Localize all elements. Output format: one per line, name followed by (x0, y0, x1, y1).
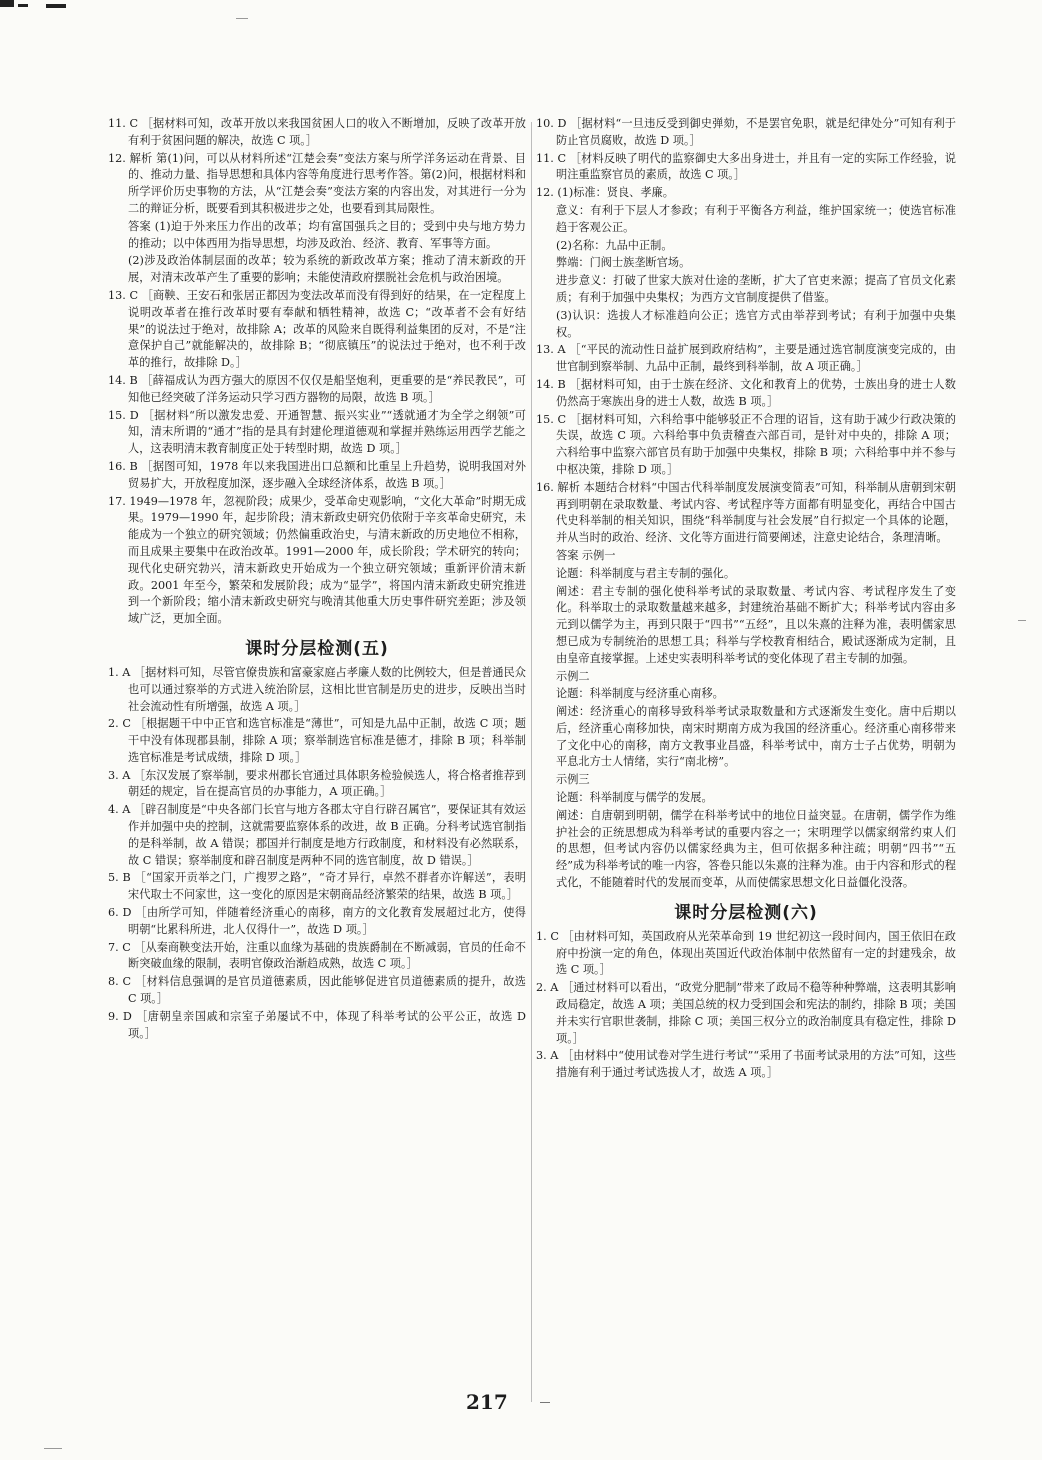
answer-item: 11. C ［据材料可知，改革开放以来我国贫困人口的收入不断增加，反映了改革开放有利于贫困问题的解决，故选 C 项。］ (108, 117, 526, 147)
answer-item: 3. A ［由材料中“使用试卷对学生进行考试”“采用了书面考试录用的方法”可知，这些措施有利于通过考试选拔人才，故选 A 项。］ (536, 1049, 956, 1080)
answer-item: 13. C ［商鞅、王安石和张居正都因为变法改革而没有得到好的结果，在一定程度上说明改革者在推行改革时要有奉献和牺牲精神，故选 C；“改革者不会有好结果”的说法过于绝对，故排除 A；改革的风险来自既得利益集团的反对，不是“注意保护自己”就能解决的，故排除 B；“彻底镇压”的说法过于绝对，也不利于改革的推行，故排除 D。］ (108, 288, 526, 370)
answer-paragraph: 阐述：自唐朝到明朝，儒学在科举考试中的地位日益突显。在唐朝，儒学作为维护社会的正统思想成为科举考试的重要内容之一；宋明理学以儒家纲常约束人们的思想，但考试内容仍以儒家经典为主，但可依据多种注疏；明朝“四书”“五经”成为科举考试的唯一内容，答卷只能以朱熹的注释为准。由于内容和形式的程式化，不能随着时代的发展而变革，从而使儒家思想文化日益僵化没落。 (556, 808, 956, 890)
answer-paragraph: 论题：科举制度与儒学的发展。 (556, 791, 713, 805)
answer-item: 2. C ［根据题干中中正官和选官标准是“薄世”，可知是九品中正制，故选 C 项；题干中没有体现郡县制，排除 A 项；察举制选官标准是德才，排除 B 项；科举制选官标准是考试成绩，排除 D 项。］ (108, 717, 526, 764)
answer-item: 16. 解析 本题结合材料“中国古代科举制度发展演变简表”可知，科举制从唐朝到宋朝再到明朝在录取数量、考试内容、考试程序等方面都有明显变化，再结合中国古代史科举制的相关知识，围绕“科举制度与社会发展”自行拟定一个具体的论题，并从当时的政治、经济、文化等方面进行简要阐述，注意史论结合，条理清晰。 (536, 480, 956, 545)
scan-speck (1018, 620, 1026, 621)
answer-paragraph: 弊端：门阀士族垄断官场。 (556, 256, 691, 270)
answer-item: 12. (1)标准：贤良、孝廉。 (536, 186, 674, 200)
section-heading: 课时分层检测(五) (245, 638, 389, 659)
left-column (108, 116, 526, 1043)
answer-item: 15. D ［据材料“所以激发忠爱、开通智慧、振兴实业”“透就通才为全学之纲领”可知，清末所谓的“通才”指的是具有封建伦理道德观和掌握并熟练运用西学艺能之人，这表明清末教育制度正处于转型时期，故选 D 项。］ (108, 408, 526, 456)
column-divider (531, 122, 532, 1402)
answer-paragraph: 答案 (1)迫于外来压力作出的改革；均有富国强兵之目的；受到中央与地方势力的推动；以中体西用为指导思想，均涉及政治、经济、教育、军事等方面。 (128, 219, 526, 250)
page-number-dash (540, 1402, 550, 1403)
answer-paragraph: (2)名称：九品中正制。 (556, 238, 673, 252)
answer-item: 1. C ［由材料可知，英国政府从光荣革命到 19 世纪初这一段时间内，国王依旧在政府中扮演一定的角色，体现出英国近代政治体制中依然留有一定的封建残余，故选 C 项。］ (536, 929, 956, 977)
answer-item: 6. D ［由所学可知，伴随着经济重心的南移，南方的文化教育发展超过北方，使得明朝“比累科所进，北人仅得什一”，故选 D 项。］ (108, 906, 526, 936)
answer-paragraph: 示例三 (556, 773, 590, 787)
answer-item: 2. A ［通过材料可以看出，“政党分肥制”带来了政局不稳等种种弊端，这表明其影响政局稳定，故选 A 项；美国总统的权力受到国会和宪法的制约，排除 B 项；美国并未实行官职世袭制，排除 C 项；美国三权分立的政治制度具有稳定性，排除 D 项。］ (536, 981, 956, 1045)
section-heading: 课时分层检测(六) (674, 902, 818, 923)
answer-paragraph: 示例二 (556, 669, 590, 683)
answer-item: 5. B ［“国家开贡举之门，广搜罗之路”，“奇才异行，卓然不群者亦许解送”，表明宋代取士不问家世，这一变化的原因是宋朝商品经济繁荣的结果，故选 B 项。］ (108, 871, 526, 902)
answer-item: 12. 解析 第(1)问，可以从材料所述“江楚会奏”变法方案与所学洋务运动在背景、目的、推动力量、指导思想和具体内容等角度进行思考作答。第(2)问，根据材料和所学评价历史事物的方法，从“江楚会奏”变法方案的内容出发，对其进行一分为二的辩证分析，既要看到其积极进步之处，也要看到其局限性。 (108, 151, 526, 215)
answer-paragraph: 意义：有利于下层人才参政；有利于平衡各方利益，维护国家统一；使选官标准趋于客观公正。 (556, 203, 956, 234)
answer-item: 13. A ［“平民的流动性日益扩展到政府结构”，主要是通过选官制度演变完成的，由世官制到察举制、九品中正制，最终到科举制，故 A 项正确。］ (536, 343, 956, 374)
answer-item: 11. C ［材料反映了明代的监察御史大多出身进士，并且有一定的实际工作经验，说明注重监察官员的素质，故选 C 项。］ (536, 151, 956, 182)
answer-item: 16. B ［据图可知，1978 年以来我国进出口总额和比重呈上升趋势，说明我国对外贸易扩大，开放程度加深，逐步融入全球经济体系，故选 B 项。］ (108, 459, 526, 490)
answer-paragraph: (3)认识：选拔人才标准趋向公正；选官方式由举荐到考试；有利于加强中央集权。 (556, 308, 956, 339)
answer-item: 7. C ［从秦商鞅变法开始，注重以血缘为基础的贵族爵制在不断减弱，官员的任命不断突破血缘的限制，表明官僚政治渐趋成熟，故选 C 项。］ (108, 940, 526, 971)
answer-item: 1. A ［据材料可知，尽管官僚贵族和富豪家庭占孝廉人数的比例较大，但是普通民众也可以通过察举的方式进入统治阶层，这相比世官制是历史的进步，反映出当时社会流动性有所增强，故选 A 项。］ (108, 665, 526, 713)
scan-mark (0, 0, 14, 7)
answer-paragraph: 进步意义：打破了世家大族对仕途的垄断，扩大了官吏来源；提高了官员文化素质；有利于加强中央集权；为西方文官制度提供了借鉴。 (556, 274, 956, 304)
answer-paragraph: (2)涉及政治体制层面的改革；较为系统的新政改革方案；推动了清末新政的开展，对清末改革产生了重要的影响；未能使清政府摆脱社会危机与政治困境。 (128, 254, 526, 285)
answer-paragraph: 阐述：君主专制的强化使科举考试的录取数量、考试内容、考试程序发生了变化。科举取士的录取数量越来越多，封建统治基础不断扩大；科举考试内容由多元到以儒学为主，再到只限于“四书”“五经”，且以朱熹的注释为准，表明儒家思想已成为专制统治的思想工具；科举与学校教育相结合，殿试逐渐成为定制，且由皇帝直接掌握。上述史实表明科举考试的变化体现了君主专制的加强。 (556, 584, 956, 665)
scan-mark (46, 4, 66, 8)
page-number: 217 (466, 1390, 508, 1414)
answer-paragraph: 阐述：经济重心的南移导致科举考试录取数量和方式逐渐发生变化。唐中后期以后，经济重心南移加快，南宋时期南方成为我国的经济重心。经济重心南移带来了文化中心的南移，南方文教事业昌盛，科举考试中，南方士子占优势，明朝为平息北方士人情绪，实行“南北榜”。 (556, 705, 956, 769)
scan-mark (18, 4, 28, 7)
answer-paragraph: 论题：科举制度与经济重心南移。 (556, 687, 724, 701)
answer-item: 15. C ［据材料可知，六科给事中能够驳正不合理的诏旨，这有助于减少行政决策的失误，故选 C 项。六科给事中负责稽查六部百司，是针对中央的，排除 A 项；六科给事中监察六部官员有助于加强中央集权，排除 B 项；六科给事中并不参与中枢决策，排除 D 项。］ (536, 412, 956, 476)
answer-paragraph: 答案 示例一 (556, 548, 616, 562)
answer-item: 14. B ［据材料可知，由于士族在经济、文化和教育上的优势，士族出身的进士人数仍然高于寒族出身的进士人数，故选 B 项。］ (536, 377, 956, 408)
answer-item: 10. D ［据材料“一旦违反受到御史弹劾，不是罢官免职，就是纪律处分”可知有利于防止官员腐败，故选 D 项。］ (536, 117, 956, 147)
right-column (536, 116, 956, 1083)
answer-item: 4. A ［辟召制度是“中央各部门长官与地方各郡太守自行辟召属官”，要保证其有效运作并加强中央的控制，这就需要监察体系的改进，故 B 正确。分科考试选官制指的是科举制，故 A 错误；郡国并行制度是地方行政制度，和材料没有必然联系，故 C 错误；察举制度和辟召制度是两种不同的选官制度，故 D 错误。］ (108, 803, 526, 867)
answer-item: 9. D ［唐朝皇亲国戚和宗室子弟屡试不中，体现了科举考试的公平公正，故选 D 项。］ (108, 1009, 526, 1040)
answer-paragraph: 论题：科举制度与君主专制的强化。 (556, 566, 736, 580)
answer-item: 14. B ［薛福成认为西方强大的原因不仅仅是船坚炮利，更重要的是“养民教民”，可知他已经突破了洋务运动只学习西方器物的局限，故选 B 项。］ (108, 373, 526, 404)
answer-item: 3. A ［东汉发展了察举制，要求州郡长官通过具体职务检验候选人，将合格者推荐到朝廷的规定，旨在提高官员的办事能力，A 项正确。］ (108, 768, 526, 799)
answer-item: 8. C ［材料信息强调的是官员道德素质，因此能够促进官员道德素质的提升，故选 C 项。］ (108, 975, 526, 1006)
scan-speck (44, 1448, 62, 1449)
scan-speck (236, 18, 248, 19)
answer-item: 17. 1949—1978 年，忽视阶段；成果少，受革命史观影响，“文化大革命”时期无成果。1979—1990 年，起步阶段；清末新政史研究仍依附于辛亥革命史研究，未能成为一个独立的研究领域；仍然偏重政治史，与清末新政的历史地位不相称，而且成果主要集中在政治改革。1991—2000 年，成长阶段；学术研究的转向；现代化史研究勃兴，清末新政史开始成为一个独立研究领域；重新评价清末新政。2001 年至今，繁荣和发展阶段；成为“显学”，将国内清末新政史研究推进到一个新阶段；缩小清末新政史研究与晚清其他重大历史事件研究差距；涉及领域广泛，更加全面。 (108, 494, 526, 626)
